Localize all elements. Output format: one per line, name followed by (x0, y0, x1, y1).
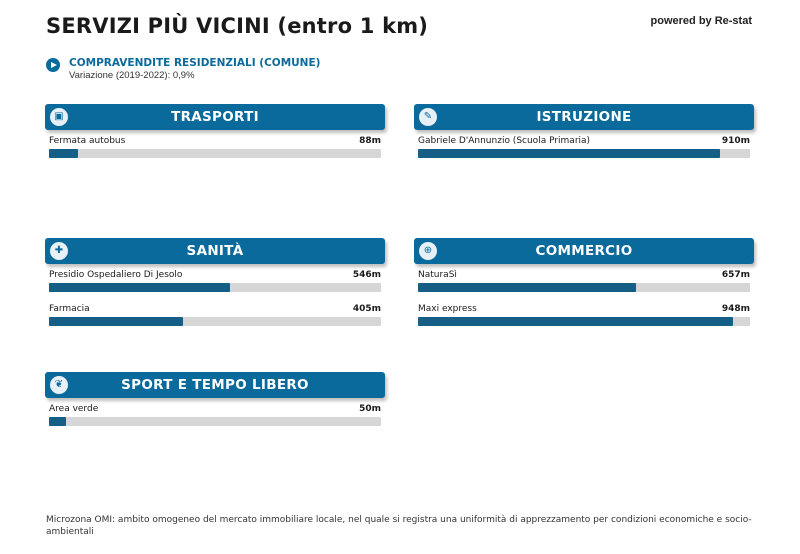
card-title: TRASPORTI (171, 109, 259, 125)
card-header (45, 104, 385, 130)
subheader-text (69, 57, 320, 82)
distance-bar-fill (418, 317, 733, 326)
play-icon (46, 58, 60, 72)
item-label: Farmacia (49, 304, 90, 314)
leaf-icon: ❦ (50, 376, 68, 394)
distance-bar-fill (49, 283, 230, 292)
distance-bar-fill (49, 149, 78, 158)
card-header (45, 372, 385, 398)
distance-bar (418, 317, 750, 326)
card-title: ISTRUZIONE (536, 109, 632, 125)
powered-by-logo: powered by Re-stat (650, 15, 752, 27)
item-distance: 657m (721, 270, 750, 280)
item-label: NaturaSì (418, 270, 457, 280)
list-item (49, 264, 381, 298)
item-label: Maxi express (418, 304, 477, 314)
subheader-title: COMPRAVENDITE RESIDENZIALI (COMUNE) (69, 57, 321, 69)
card-sanita (45, 238, 385, 332)
subheader (46, 57, 320, 82)
card-trasporti (45, 104, 385, 164)
item-label: Presidio Ospedaliero Di Jesolo (49, 270, 183, 280)
distance-bar-fill (418, 283, 636, 292)
card-sport-tempo-libero (45, 372, 385, 432)
hospital-icon: ✚ (50, 242, 68, 260)
card-header (45, 238, 385, 264)
item-distance: 910m (721, 136, 750, 146)
item-distance: 88m (359, 136, 381, 146)
card-title: SPORT E TEMPO LIBERO (121, 377, 309, 393)
item-distance: 405m (352, 304, 381, 314)
distance-bar (418, 149, 750, 158)
distance-bar (49, 149, 381, 158)
distance-bar-fill (49, 417, 66, 426)
card-commercio (414, 238, 754, 332)
item-label: Fermata autobus (49, 136, 126, 146)
bus-icon: ▣ (50, 108, 68, 126)
item-distance: 948m (721, 304, 750, 314)
list-item (49, 398, 381, 432)
card-istruzione (414, 104, 754, 164)
list-item (418, 264, 750, 298)
item-distance: 546m (352, 270, 381, 280)
shopping-cart-icon: ⊕ (419, 242, 437, 260)
school-icon: ✎ (419, 108, 437, 126)
page-title: SERVIZI PIÙ VICINI (entro 1 km) (46, 14, 429, 38)
card-header (414, 104, 754, 130)
card-header (414, 238, 754, 264)
item-label: Area verde (49, 404, 99, 414)
distance-bar (418, 283, 750, 292)
card-title: COMMERCIO (535, 243, 633, 259)
distance-bar (49, 283, 381, 292)
list-item (418, 130, 750, 164)
item-label: Gabriele D'Annunzio (Scuola Primaria) (418, 136, 591, 146)
card-title: SANITÀ (186, 243, 244, 259)
distance-bar-fill (418, 149, 720, 158)
list-item (49, 298, 381, 332)
footnote: Microzona OMI: ambito omogeneo del mercato immobiliare locale, nel quale si registra una uniformità di apprezzamento per condizioni economiche e socio-ambientali (46, 515, 752, 537)
distance-bar (49, 417, 381, 426)
distance-bar (49, 317, 381, 326)
item-distance: 50m (359, 404, 381, 414)
list-item (49, 130, 381, 164)
list-item (418, 298, 750, 332)
subheader-subtitle: Variazione (2019-2022): 0,9% (69, 70, 195, 81)
distance-bar-fill (49, 317, 183, 326)
